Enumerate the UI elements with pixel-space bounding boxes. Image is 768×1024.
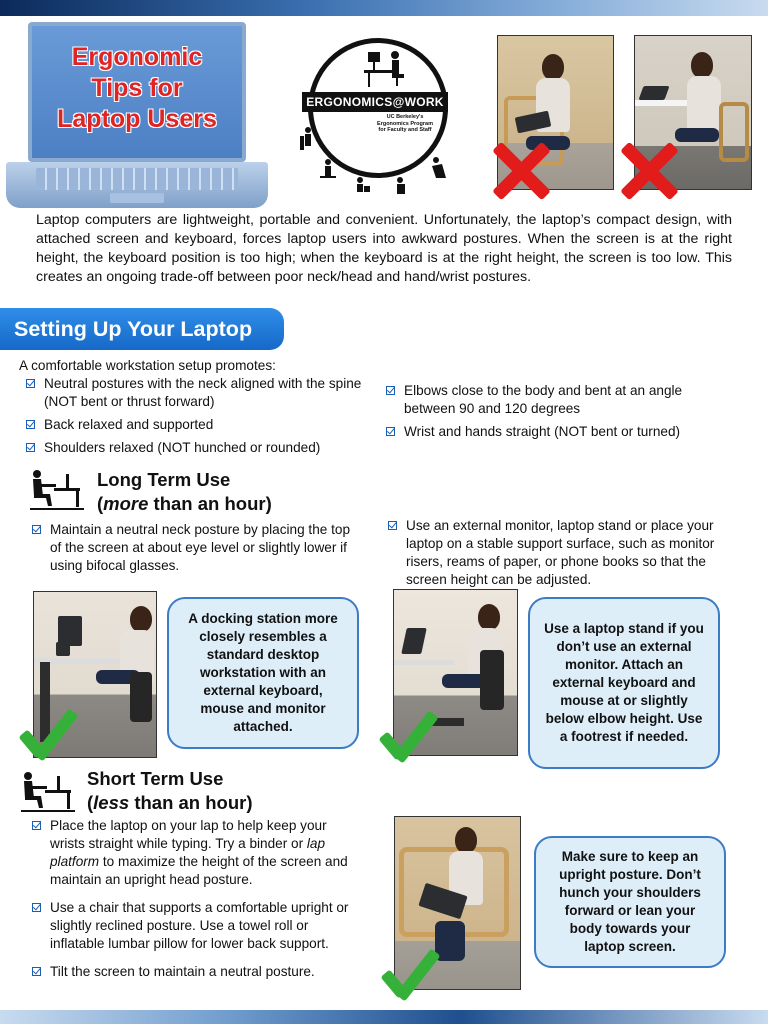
list-item: Use an external monitor, laptop stand or place your laptop on a stable support surface, such as monitor risers, reams of paper, or phone books so that the screen height can be adjusted. [388,517,730,589]
checkbox-icon [32,967,41,976]
checkbox-icon [32,525,41,534]
checkbox-icon [26,443,35,452]
desk-worker-icon [26,468,86,512]
checkbox-icon [26,379,35,388]
short-term-heading: Short Term Use (less than an hour) [87,768,253,813]
x-mark-icon [618,140,680,202]
short-term-list [32,817,362,986]
x-mark-icon [490,140,552,202]
laptop-title-graphic [6,22,268,208]
long-term-list-left [32,521,362,580]
setup-lead-text: A comfortable workstation setup promotes: [19,358,276,373]
bubble-laptop-stand: Use a laptop stand if you don’t use an external monitor. Attach an external keyboard and mouse at or slightly below elbow height. Use a footrest if needed. [528,597,720,769]
laptop-keyboard [36,168,238,190]
check-mark-icon [22,710,86,760]
long-term-list-right [388,517,730,594]
check-mark-icon [384,950,448,1000]
laptop-touchpad [110,193,164,203]
ergonomics-at-work-logo [296,34,458,196]
checkbox-icon [26,420,35,429]
list-item: Shoulders relaxed (NOT hunched or rounded) [26,439,366,457]
setup-list-right [386,382,731,446]
bubble-docking-station: A docking station more closely resembles a standard desktop workstation with an external keyboard, mouse and monitor attached. [167,597,359,749]
list-item: Neutral postures with the neck aligned with the spine (NOT bent or thrust forward) [26,375,366,411]
checkbox-icon [386,427,395,436]
setup-list-left [26,375,366,462]
logo-banner: ERGONOMICS@WORK [302,92,448,112]
laptop-title-text: Ergonomic Tips for Laptop Users [57,43,217,133]
list-item: Tilt the screen to maintain a neutral posture. [32,963,362,981]
desk-worker-icon [17,770,77,814]
logo-subtitle: UC Berkeley's Ergonomics Program for Faculty and Staff [377,114,433,133]
list-item: Wrist and hands straight (NOT bent or turned) [386,423,731,441]
worker-figures-icon [296,120,458,196]
section-banner-setup: Setting Up Your Laptop [0,308,284,350]
checkbox-icon [32,903,41,912]
long-term-heading: Long Term Use (more than an hour) [97,469,272,514]
check-mark-icon [382,712,446,762]
bottom-decor-bar [0,1010,768,1024]
list-item: Maintain a neutral neck posture by placing the top of the screen at about eye level or slightly lower if using bifocal glasses. [32,521,362,575]
desk-worker-icon [362,48,408,88]
list-item: Place the laptop on your lap to help keep your wrists straight while typing. Try a binder or lap platform to maximize the height of the screen and maintain an upright head posture. [32,817,362,889]
list-item: Back relaxed and supported [26,416,366,434]
list-item: Elbows close to the body and bent at an angle between 90 and 120 degrees [386,382,731,418]
bubble-upright-posture: Make sure to keep an upright posture. Don’t hunch your shoulders forward or lean your body towards your laptop screen. [534,836,726,968]
list-item: Use a chair that supports a comfortable upright or slightly reclined posture. Use a towel roll or inflatable lumbar pillow for lower back support. [32,899,362,953]
intro-paragraph: Laptop computers are lightweight, portable and convenient. Unfortunately, the laptop’s compact design, with attached screen and keyboard, forces laptop users into awkward postures. When the screen is at the right height, the keyboard position is too high; when the keyboard is at the right height, the screen is too low. This creates an ongoing trade-off between poor neck/head and hand/wrist postures. [36,212,732,285]
top-decor-bar [0,0,768,16]
checkbox-icon [32,821,41,830]
checkbox-icon [386,386,395,395]
checkbox-icon [388,521,397,530]
laptop-screen [28,22,246,162]
